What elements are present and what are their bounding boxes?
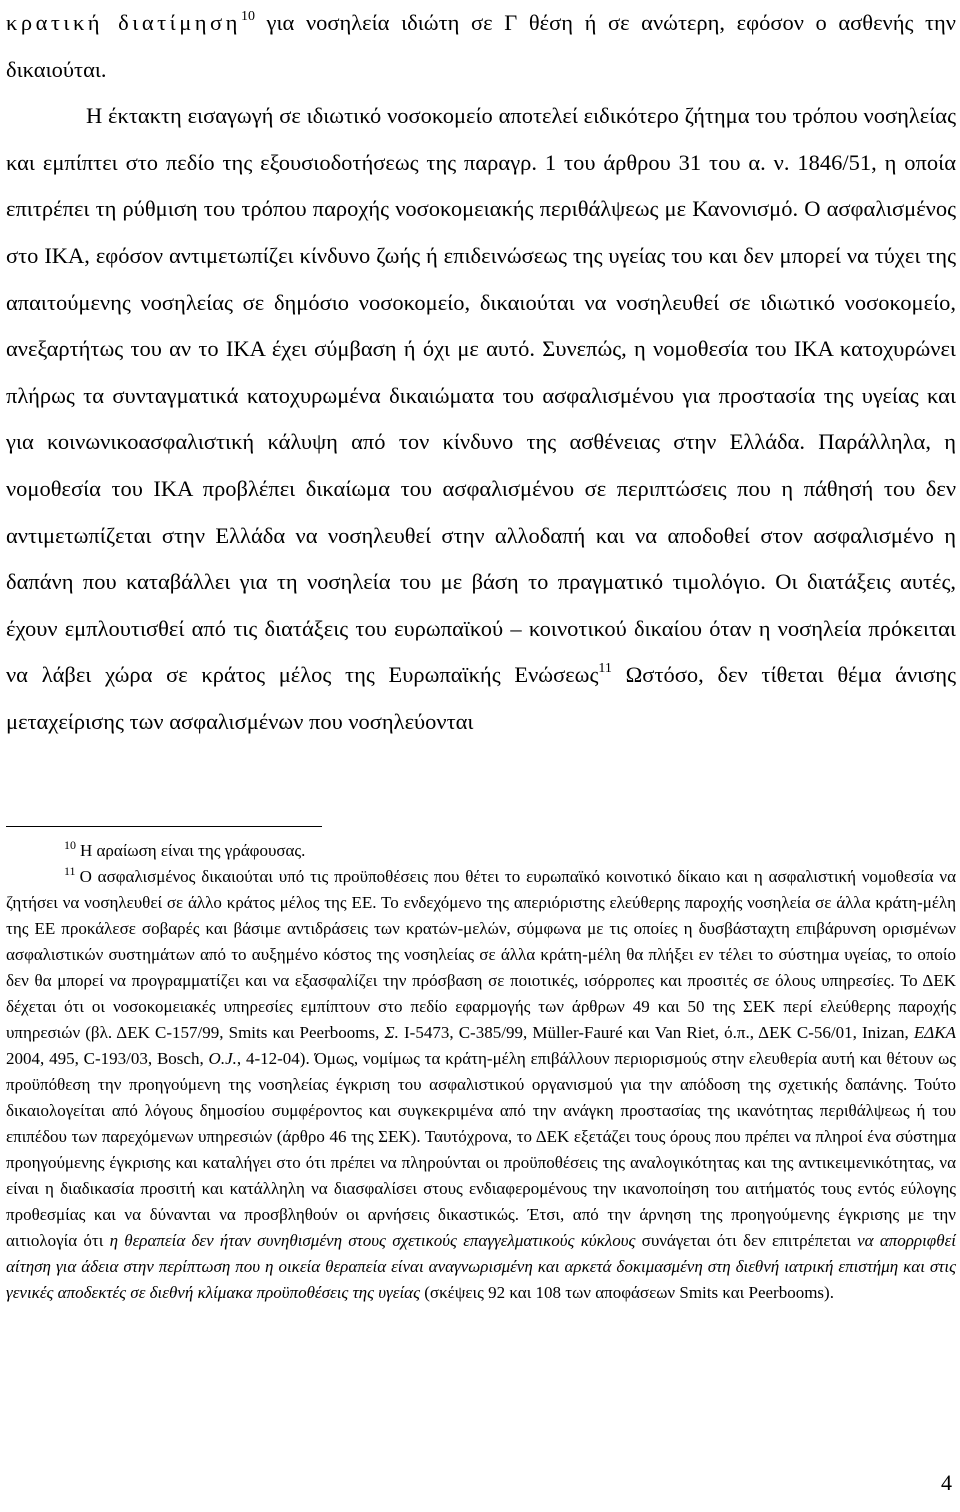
footnote-separator xyxy=(6,826,322,827)
paragraph-2-text: Η έκτακτη εισαγωγή σε ιδιωτικό νοσοκομείο αποτελεί ειδικότερο ζήτημα του τρόπου νοσηλείας και εμπίπτει στο πεδίο της εξουσιοδοτήσεως της παραγρ. 1 του άρθρου 31 του α. ν. 1846/51, η οποία επιτρέπει τη ρύθμιση του τρόπου παροχής νοσοκομειακής περιθάλψεως με Κανονισμό. Ο ασφαλισμένος στο ΙΚΑ, εφόσον αντιμετωπίζει κίνδυνο ζωής ή επιδεινώσεως της υγείας του και δεν μπορεί να τύχει της απαιτούμενης νοσηλείας σε δημόσιο νοσοκομείο, δικαιούται να νοσηλευθεί σε ιδιωτικό νοσοκομείο, ανεξαρτήτως του αν το ΙΚΑ έχει σύμβαση ή όχι με αυτό. Συνεπώς, η νομοθεσία του ΙΚΑ κατοχυρώνει πλήρως τα συνταγματικά κατοχυρωμένα δικαιώματα του ασφαλισμένου για προστασία της υγείας και για κοινωνικοασφαλιστική κάλυψη από τον κίνδυνο της ασθένειας στην Ελλάδα. Παράλληλα, η νομοθεσία του ΙΚΑ προβλέπει δικαίωμα του ασφαλισμένου σε περιπτώσεις που η πάθησή του δεν αντιμετωπίζεται στην Ελλάδα να νοσηλευθεί στην αλλοδαπή και να αποδοθεί στον ασφαλισμένο η δαπάνη που καταβάλλει για τη νοσηλεία του με βάση το πραγματικό τιμολόγιο. Οι διατάξεις αυτές, έχουν εμπλουτισθεί από τις διατάξεις του ευρωπαϊκού – κοινοτικού δικαίου όταν η νοσηλεία πρόκειται να λάβει χώρα σε κράτος μέλος της Ευρωπαϊκής Ενώσεως xyxy=(6,103,956,688)
footnote-ref-11[interactable]: 11 xyxy=(598,661,612,677)
footnote-11-italic: O.J. xyxy=(208,1049,237,1068)
page-number: 4 xyxy=(941,1470,952,1495)
paragraph-2 xyxy=(6,93,956,745)
footnote-11-text: Ο ασφαλισμένος δικαιούται υπό τις προϋποθέσεις που θέτει το ευρωπαϊκό κοινοτικό δίκαιο και η ασφαλιστική νομοθεσία να ζητήσει να νοσηλευθεί σε άλλο κράτος μέλος της ΕΕ. Το ενδεχόμενο της απεριόριστης ελεύθερης παροχής νοσηλεία σε άλλα κράτη-μέλη της ΕΕ προκάλεσε σοβαρές και βάσιμε αντιδράσεις των κρατών-μελών, σύμφωνα με τις οποίες η δυσβάσταχτη επιβάρυνση ορισμένων ασφαλιστικών συστημάτων από το αυξημένο κόστος της νοσηλείας σε άλλα κράτη-μέλη θα πλήξει εν τέλει το σύστημα υγείας, το οποίο δεν θα μπορεί να προγραμματίζει και να εξασφαλίζει την πρόσβαση σε ποιοτικές, ισόρροπες και προσιτές σε όλους υπηρεσίες. Το ΔΕΚ δέχεται ότι οι νοσοκομειακές υπηρεσίες εμπίπτουν στο πεδίο εφαρμογής των άρθρων 49 και 50 της ΣΕΚ περί ελεύθερης παροχής υπηρεσιών (βλ. ΔΕΚ C-157/99, Smits και Peerbooms, xyxy=(6,867,956,1042)
footnote-11-italic: Σ. xyxy=(384,1023,399,1042)
footnote-11-text: 2004, 495, C-193/03, Bosch, xyxy=(6,1049,209,1068)
paragraph-1-text: για νοσηλεία ιδιώτη σε Γ θέση ή σε ανώτερη, εφόσον ο ασθενής την δικαιούται. xyxy=(6,10,956,82)
footnotes xyxy=(6,838,956,1306)
paragraph-2-continuation: Ωστόσο, δεν τίθεται θέμα άνισης μεταχείρισης των ασφαλισμένων που νοσηλεύονται xyxy=(6,662,956,734)
paragraph-1 xyxy=(6,0,956,93)
footnote-11-number: 11 xyxy=(64,864,76,878)
footnote-11-text: (σκέψεις 92 και 108 των αποφάσεων Smits και Peerbooms). xyxy=(420,1283,834,1302)
footnote-10-number: 10 xyxy=(64,838,76,852)
footnote-11-text: , 4-12-04). Όμως, νομίμως τα κράτη-μέλη επιβάλλουν περιορισμούς στην ελευθερία αυτή και θέτουν ως προϋπόθεση την προηγούμενη της νοσηλείας έγκριση του ασφαλιστικού οργανισμού για την απόδοση της σχετικής δαπάνης. Τούτο δικαιολογείται από λόγους δημοσίου συμφέροντος και συγκεκριμένα από την ανάγκη προστασίας της ικανότητας περιθάλψεως ή του επιπέδου των παρεχόμενων υπηρεσιών (άρθρο 46 της ΣΕΚ). Ταυτόχρονα, το ΔΕΚ εξετάζει τους όρους που πρέπει να πληροί ένα σύστημα προηγούμενης έγκρισης και καταλήγει στο ότι πρέπει να πληρούνται οι προϋποθέσεις της αναλογικότητας και της αντικειμενικότητας, να είναι η διαδικασία προσιτή και κατάλληλη να διασφαλίσει στους ενδιαφερομένους την ικανοποίηση του αιτήματός τους εντός εύλογης προθεσμίας και να δύνανται να προσβληθούν οι αρνήσεις δικαστικώς. Έτσι, από την άρνηση της προηγούμενης έγκρισης με την αιτιολογία ότι xyxy=(6,1049,956,1250)
footnote-10 xyxy=(6,838,956,864)
footnote-11-text: I-5473, C-385/99, Müller-Fauré και Van Riet, ό.π., ΔΕΚ C-56/01, Inizan, xyxy=(398,1023,914,1042)
footnote-11-text: συνάγεται ότι δεν επιτρέπεται xyxy=(635,1231,858,1250)
footnote-10-text: Η αραίωση είναι της γράφουσας. xyxy=(80,841,306,860)
footnote-ref-10[interactable]: 10 xyxy=(240,9,255,24)
body-text xyxy=(6,0,956,746)
footnote-11 xyxy=(6,864,956,1306)
footnote-11-italic: η θεραπεία δεν ήταν συνηθισμένη στους σχετικούς επαγγελματικούς κύκλους xyxy=(109,1231,636,1250)
footnote-11-italic: ΕΔΚΑ xyxy=(913,1023,956,1042)
footnote-11-italic: να απορριφθεί αίτηση για άδεια στην περίπτωση που η οικεία θεραπεία είναι αναγνωρισμένη και αρκετά δοκιμασμένη στη διεθνή ιατρική επιστήμη και στις γενικές αποδεκτές σε διεθνή κλίμακα προϋποθέσεις της υγείας xyxy=(6,1231,956,1302)
spaced-emphasis: κρατική διατίμηση xyxy=(6,10,241,35)
